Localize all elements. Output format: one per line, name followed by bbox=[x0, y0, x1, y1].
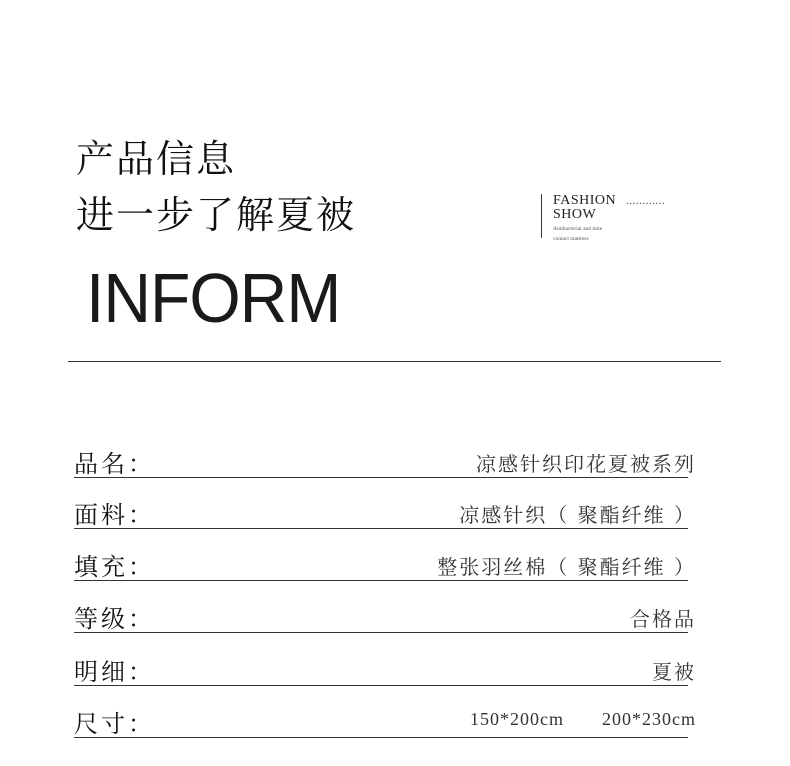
spec-value: 整张羽丝棉（ 聚酯纤维 ） bbox=[437, 555, 696, 579]
spec-label: 尺寸： bbox=[74, 710, 155, 738]
spec-value: 合格品 bbox=[630, 607, 696, 631]
page-title-line1: 产品信息 bbox=[76, 137, 237, 181]
spec-label: 明细： bbox=[74, 658, 155, 686]
spec-label: 等级： bbox=[74, 605, 155, 633]
spec-divider bbox=[74, 632, 688, 633]
show-label: SHOW bbox=[553, 207, 597, 222]
spec-divider bbox=[74, 528, 688, 529]
spec-row-filling bbox=[74, 543, 696, 587]
spec-row-grade bbox=[74, 595, 696, 639]
spec-value: 夏被 bbox=[652, 660, 696, 684]
spec-label: 面料： bbox=[74, 501, 155, 529]
spec-row-name bbox=[74, 440, 696, 484]
main-divider bbox=[68, 361, 721, 362]
fashion-subtext-2: contact mattress bbox=[553, 236, 589, 242]
spec-value: 凉感针织印花夏被系列 bbox=[476, 452, 696, 476]
size-option: 150*200cm bbox=[470, 709, 564, 729]
fashion-label: FASHION bbox=[553, 193, 617, 208]
fashion-subtext-1: Antibacterial and mite bbox=[553, 226, 603, 232]
spec-divider bbox=[74, 685, 688, 686]
spec-label: 品名： bbox=[74, 450, 155, 478]
spec-value: 凉感针织（ 聚酯纤维 ） bbox=[459, 503, 696, 527]
spec-label: 填充： bbox=[74, 553, 155, 581]
page-title-line2: 进一步了解夏被 bbox=[76, 193, 357, 237]
spec-row-fabric bbox=[74, 491, 696, 535]
fashion-dots: ............ bbox=[626, 195, 666, 207]
size-option: 200*230cm bbox=[602, 709, 696, 729]
spec-divider bbox=[74, 737, 688, 738]
size-values bbox=[470, 709, 696, 730]
inform-heading: INFORM bbox=[86, 259, 341, 337]
spec-row-detail bbox=[74, 648, 696, 692]
spec-divider bbox=[74, 580, 688, 581]
fashion-show-block bbox=[541, 193, 666, 242]
spec-divider bbox=[74, 477, 688, 478]
spec-row-size bbox=[74, 700, 696, 744]
